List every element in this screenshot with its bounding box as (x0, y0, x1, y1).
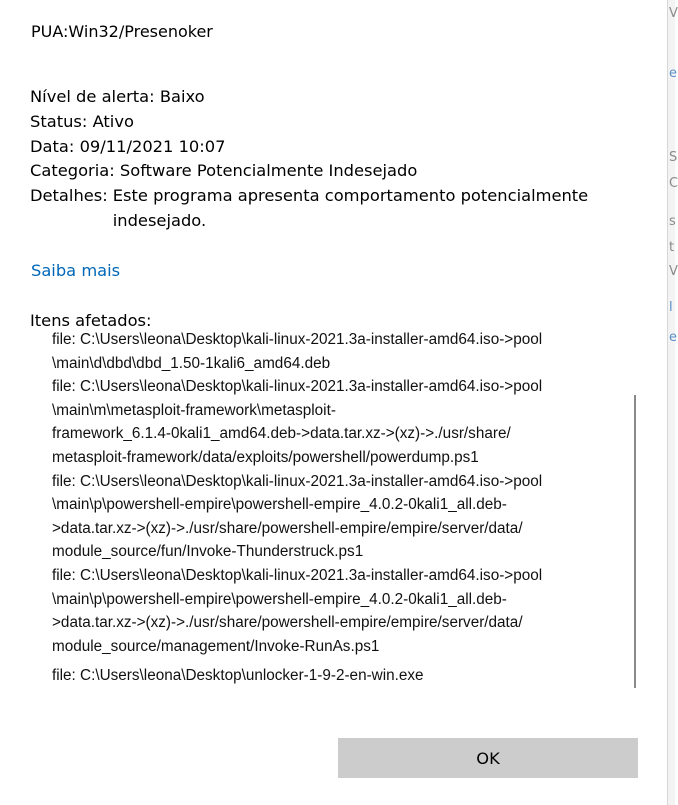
detail-row-date (30, 135, 650, 160)
detail-label: Status: (30, 111, 88, 131)
affected-items-label: Itens afetados: (30, 311, 152, 330)
affected-item: file: C:\Users\leona\Desktop\kali-linux-2021.3a-installer-amd64.iso->pool \main\d\dbd\dbd_1.50-1kali6_amd64.deb (52, 331, 543, 372)
detail-label: Data: (30, 136, 75, 156)
detail-value: 09/11/2021 10:07 (79, 136, 226, 156)
bg-fragment: l (669, 300, 673, 315)
detail-row-category (30, 159, 650, 184)
detail-value: Software Potencialmente Indesejado (119, 161, 418, 181)
background-window-edge (668, 0, 678, 805)
bg-fragment: V (669, 6, 678, 21)
detail-value: Baixo (159, 87, 205, 106)
bg-fragment: e (669, 330, 677, 345)
bg-fragment: e (669, 66, 677, 81)
affected-item: file: C:\Users\leona\Desktop\kali-linux-2021.3a-installer-amd64.iso->pool \main\p\powershell-empire\powershell-empire_4.0.2-0kali1_all.deb- >data.tar.xz->(xz)->./usr/share/powershell-empire/empire/server/data/ module_source/management/Invoke-RunAs.ps1 (52, 566, 543, 655)
detail-value: Este programa apresenta comportamento potencialmente indesejado. (112, 186, 589, 230)
affected-item: file: C:\Users\leona\Desktop\unlocker-1-9-2-en-win.exe (52, 667, 424, 685)
affected-items-list (52, 328, 627, 688)
bg-fragment: C (669, 176, 678, 191)
detail-value: Ativo (92, 111, 134, 131)
bg-fragment: V (669, 264, 678, 279)
detail-row-alert-level (30, 85, 650, 110)
ok-button[interactable]: OK (338, 738, 638, 778)
learn-more-link[interactable]: Saiba mais (31, 261, 121, 280)
details-section (30, 85, 650, 234)
bg-fragment: s (669, 214, 676, 229)
bg-fragment: t (669, 240, 675, 255)
bg-fragment: S (669, 150, 678, 165)
detail-label: Nível de alerta: (30, 87, 155, 106)
detail-label: Categoria: (30, 161, 115, 181)
detail-label: Detalhes: (30, 186, 108, 206)
affected-item: file: C:\Users\leona\Desktop\kali-linux-2021.3a-installer-amd64.iso->pool \main\p\powershell-empire\powershell-empire_4.0.2-0kali1_all.deb- >data.tar.xz->(xz)->./usr/share/powershell-empire/empire/server/data/ module_source/fun/Invoke-Thunderstruck.ps1 (52, 472, 543, 561)
threat-name: PUA:Win32/Presenoker (31, 22, 213, 41)
affected-list-scrollbar[interactable] (634, 395, 636, 688)
affected-item: file: C:\Users\leona\Desktop\kali-linux-2021.3a-installer-amd64.iso->pool \main\m\metasploit-framework\metasploit- framework_6.1.4-0kali1_amd64.deb->data.tar.xz->(xz)->./usr/share/ metasploit-framework/data/exploits/powershell/powerdump.ps1 (52, 378, 543, 466)
detail-row-details (30, 184, 650, 234)
detail-row-status (30, 110, 650, 135)
